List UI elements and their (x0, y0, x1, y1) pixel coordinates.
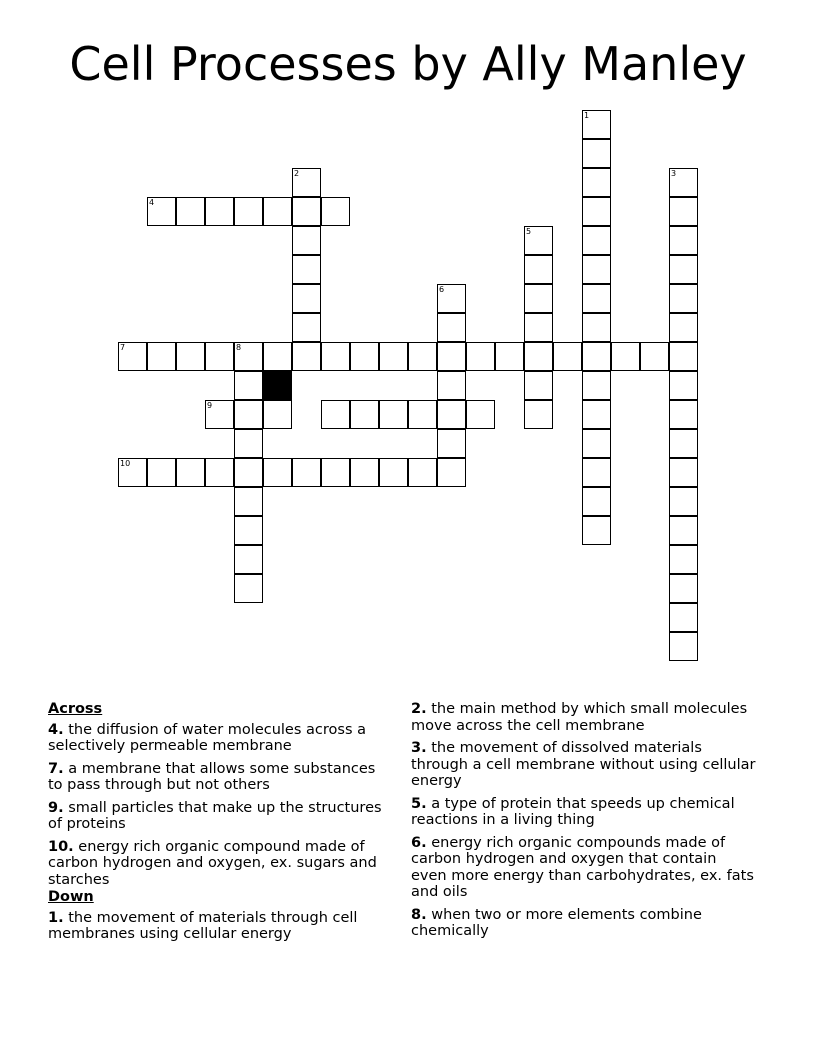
grid-cell[interactable] (669, 284, 698, 313)
clue-item (411, 796, 756, 829)
page-title: Cell Processes by Ally Manley (69, 37, 747, 91)
grid-cell[interactable] (350, 400, 379, 429)
grid-cell[interactable] (582, 226, 611, 255)
down-clue-list-continued (411, 701, 756, 940)
clue-item-number: 7. (48, 760, 64, 777)
clue-number: 5 (526, 227, 532, 236)
clue-item (411, 740, 756, 790)
grid-cell[interactable] (640, 342, 669, 371)
grid-cell[interactable] (234, 574, 263, 603)
grid-cell[interactable] (524, 313, 553, 342)
grid-cell[interactable] (321, 458, 350, 487)
grid-cell[interactable] (437, 429, 466, 458)
clue-item-number: 5. (411, 795, 427, 812)
grid-cell[interactable] (147, 342, 176, 371)
grid-cell[interactable] (582, 487, 611, 516)
grid-cell[interactable] (437, 342, 466, 371)
grid-cell[interactable] (669, 342, 698, 371)
grid-cell[interactable] (292, 168, 321, 197)
grid-cell[interactable] (553, 342, 582, 371)
grid-cell[interactable] (669, 487, 698, 516)
clue-item-text: the diffusion of water molecules across a selectively permeable membrane (48, 721, 366, 754)
clue-item (411, 835, 756, 901)
grid-cell[interactable] (118, 458, 147, 487)
clue-item-number: 4. (48, 721, 64, 738)
grid-cell[interactable] (205, 342, 234, 371)
grid-cell[interactable] (524, 342, 553, 371)
grid-cell[interactable] (263, 400, 292, 429)
grid-cell[interactable] (582, 429, 611, 458)
grid-cell[interactable] (234, 400, 263, 429)
grid-cell[interactable] (437, 284, 466, 313)
grid-cell[interactable] (234, 371, 263, 400)
clue-item-number: 3. (411, 740, 427, 756)
grid-cell[interactable] (669, 400, 698, 429)
grid-cell[interactable] (379, 400, 408, 429)
clue-item-number: 1. (48, 909, 64, 926)
grid-cell[interactable] (234, 458, 263, 487)
grid-cell[interactable] (669, 458, 698, 487)
clue-item-text: when two or more elements combine chemically (411, 906, 702, 939)
grid-cell[interactable] (147, 458, 176, 487)
grid-cell[interactable] (582, 168, 611, 197)
grid-cell[interactable] (582, 255, 611, 284)
clue-item-number: 10. (48, 838, 74, 855)
grid-cell[interactable] (582, 400, 611, 429)
grid-cell[interactable] (582, 197, 611, 226)
down-heading: Down (48, 889, 94, 905)
grid-cell[interactable] (292, 226, 321, 255)
grid-cell[interactable] (408, 342, 437, 371)
grid-cell[interactable] (292, 284, 321, 313)
clue-number: 1 (584, 111, 590, 120)
grid-cell[interactable] (292, 255, 321, 284)
clue-number: 2 (294, 169, 300, 178)
grid-cell[interactable] (437, 400, 466, 429)
grid-cell[interactable] (263, 342, 292, 371)
grid-cell[interactable] (205, 197, 234, 226)
grid-cell[interactable] (379, 458, 408, 487)
grid-cell[interactable] (408, 400, 437, 429)
grid-cell[interactable] (669, 313, 698, 342)
grid-cell[interactable] (263, 197, 292, 226)
clue-item (411, 907, 756, 940)
grid-cell[interactable] (582, 342, 611, 371)
grid-cell[interactable] (234, 197, 263, 226)
grid-cell[interactable] (524, 371, 553, 400)
clue-item-number: 2. (411, 701, 427, 717)
clue-number: 6 (439, 285, 445, 294)
clue-number: 10 (120, 459, 131, 468)
grid-cell[interactable] (118, 342, 147, 371)
grid-cell[interactable] (437, 458, 466, 487)
grid-cell[interactable] (524, 284, 553, 313)
clue-item-text: energy rich organic compounds made of carbon hydrogen and oxygen that contain even more energy than carbohydrates, ex. fats and oils (411, 834, 754, 900)
grid-cell[interactable] (234, 342, 263, 371)
clue-number: 7 (120, 343, 126, 352)
clue-item-text: a membrane that allows some substances to pass through but not others (48, 760, 376, 793)
grid-cell[interactable] (524, 226, 553, 255)
grid-cell[interactable] (350, 458, 379, 487)
grid-cell[interactable] (669, 226, 698, 255)
clue-number: 3 (671, 169, 677, 178)
clue-number: 9 (207, 401, 213, 410)
clue-number: 8 (236, 343, 242, 352)
grid-cell[interactable] (176, 197, 205, 226)
grid-cell[interactable] (582, 371, 611, 400)
clue-number: 4 (149, 198, 155, 207)
grid-cell[interactable] (495, 342, 524, 371)
grid-cell[interactable] (524, 255, 553, 284)
grid-cell[interactable] (292, 197, 321, 226)
grid-cell[interactable] (582, 458, 611, 487)
across-heading: Across (48, 701, 103, 717)
clue-item-text: energy rich organic compound made of carbon hydrogen and oxygen, ex. sugars and starches (48, 838, 377, 888)
grid-cell[interactable] (379, 342, 408, 371)
clue-item-number: 9. (48, 799, 64, 816)
grid-cell[interactable] (205, 458, 234, 487)
clue-item-text: small particles that make up the structures of proteins (48, 799, 382, 832)
grid-cell[interactable] (292, 458, 321, 487)
grid-cell[interactable] (350, 342, 379, 371)
grid-cell[interactable] (669, 574, 698, 603)
grid-cell[interactable] (437, 313, 466, 342)
clue-item-number: 8. (411, 906, 427, 923)
clues-right-column (411, 701, 756, 946)
grid-cell[interactable] (176, 342, 205, 371)
grid-cell[interactable] (582, 313, 611, 342)
grid-cell[interactable] (234, 545, 263, 574)
clue-item-text: the main method by which small molecules move across the cell membrane (411, 701, 748, 734)
clue-item (48, 800, 393, 833)
grid-cell[interactable] (292, 313, 321, 342)
grid-cell[interactable] (234, 516, 263, 545)
clue-item-text: a type of protein that speeds up chemical reactions in a living thing (411, 795, 735, 828)
grid-cell[interactable] (234, 487, 263, 516)
clue-item-number: 6. (411, 834, 427, 851)
grid-cell[interactable] (669, 516, 698, 545)
grid-cell[interactable] (466, 342, 495, 371)
grid-cell[interactable] (205, 400, 234, 429)
clue-item (48, 910, 393, 943)
grid-cell[interactable] (176, 458, 205, 487)
clue-item-text: the movement of materials through cell membranes using cellular energy (48, 909, 358, 942)
grid-cell[interactable] (582, 139, 611, 168)
clues-left-column (48, 701, 393, 949)
clue-item (48, 761, 393, 794)
grid-cell[interactable] (437, 371, 466, 400)
clue-item (48, 839, 393, 889)
grid-cell[interactable] (669, 371, 698, 400)
grid-cell[interactable] (669, 255, 698, 284)
grid-cell[interactable] (263, 458, 292, 487)
grid-cell[interactable] (669, 429, 698, 458)
across-clue-list (48, 722, 393, 889)
clue-item (48, 722, 393, 755)
grid-cell[interactable] (669, 632, 698, 661)
grid-cell[interactable] (321, 197, 350, 226)
grid-cell[interactable] (466, 400, 495, 429)
grid-cell[interactable] (321, 400, 350, 429)
clue-item (411, 701, 756, 734)
clue-item-text: the movement of dissolved materials through a cell membrane without using cellular energy (411, 740, 756, 789)
grid-cell[interactable] (408, 458, 437, 487)
grid-cell[interactable] (582, 516, 611, 545)
grid-cell[interactable] (292, 342, 321, 371)
grid-cell[interactable] (147, 197, 176, 226)
grid-cell[interactable] (234, 429, 263, 458)
grid-block-cell (263, 371, 292, 400)
grid-cell[interactable] (669, 545, 698, 574)
grid-cell[interactable] (321, 342, 350, 371)
grid-cell[interactable] (582, 110, 611, 139)
grid-cell[interactable] (669, 603, 698, 632)
grid-cell[interactable] (669, 168, 698, 197)
down-clue-list (48, 910, 393, 943)
grid-cell[interactable] (582, 284, 611, 313)
grid-cell[interactable] (669, 197, 698, 226)
grid-cell[interactable] (524, 400, 553, 429)
grid-cell[interactable] (611, 342, 640, 371)
